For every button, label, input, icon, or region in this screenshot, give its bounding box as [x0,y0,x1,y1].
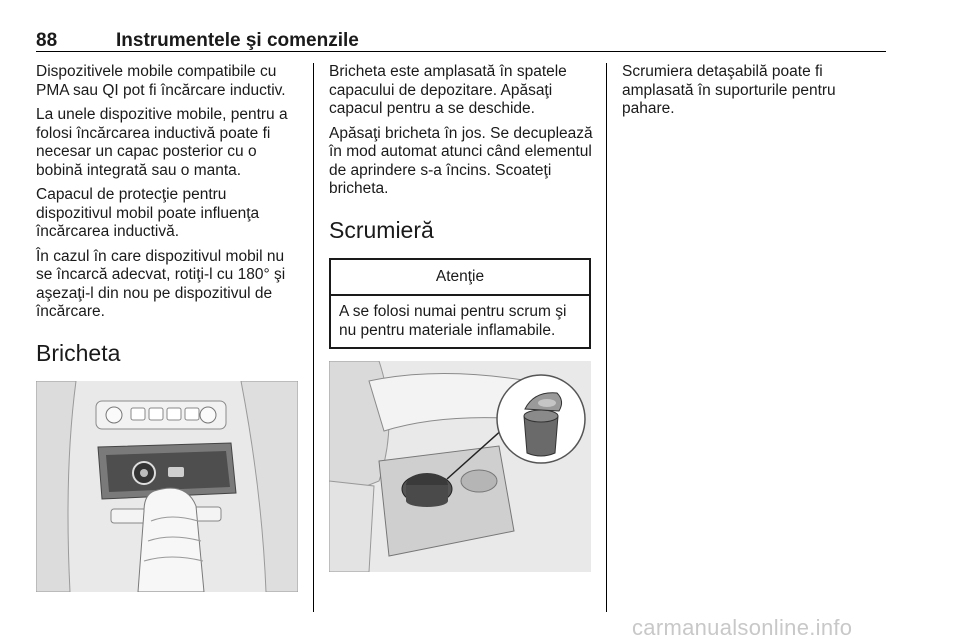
paragraph: În cazul în care dispozitivul mobil nu se încarcă adecvat, rotiţi-l cu 180° şi aşezaţi-l din nou pe dispozitivul de încărcare. [36,247,286,320]
page-header [36,30,886,52]
paragraph: Dispozitivele mobile compatibile cu PMA sau QI pot fi încărcare inductiv. [36,63,286,99]
column-3 [622,63,872,125]
column-divider-1 [313,63,314,612]
section-heading-bricheta: Bricheta [36,339,121,366]
column-2 [329,63,595,572]
chapter-title: Instrumentele şi comenzile [116,30,359,51]
paragraph: Capacul de protecţie pentru dispozitivul mobil poate influenţa încărcarea inductivă. [36,186,260,240]
paragraph: La unele dispozitive mobile, pentru a folosi încărcarea inductivă poate fi necesar un capac posterior cu o bobină integrată sau o manta. [36,106,288,179]
caution-title: Atenţie [331,260,589,297]
lighter-illustration [36,381,298,592]
section-heading-scrumiera: Scrumieră [329,216,434,243]
column-divider-2 [606,63,607,612]
paragraph: Apăsaţi bricheta în jos. Se decuplează în mod automat atunci când elementul de aprindere s-a încins. Scoateţi bricheta. [329,124,593,197]
watermark-text: carmanualsonline.info [632,615,853,640]
header-divider [36,51,886,52]
page-number: 88 [36,30,58,51]
caution-text: A se folosi numai pentru scrum şi nu pentru materiale inflamabile. [339,303,567,339]
caution-box [329,258,591,350]
paragraph: Scrumiera detaşabilă poate fi amplasată în suporturile pentru pahare. [622,63,836,117]
ashtray-illustration [329,361,591,572]
paragraph: Bricheta este amplasată în spatele capacului de depozitare. Apăsaţi capacul pentru a se deschide. [329,63,567,117]
column-1 [36,63,302,592]
